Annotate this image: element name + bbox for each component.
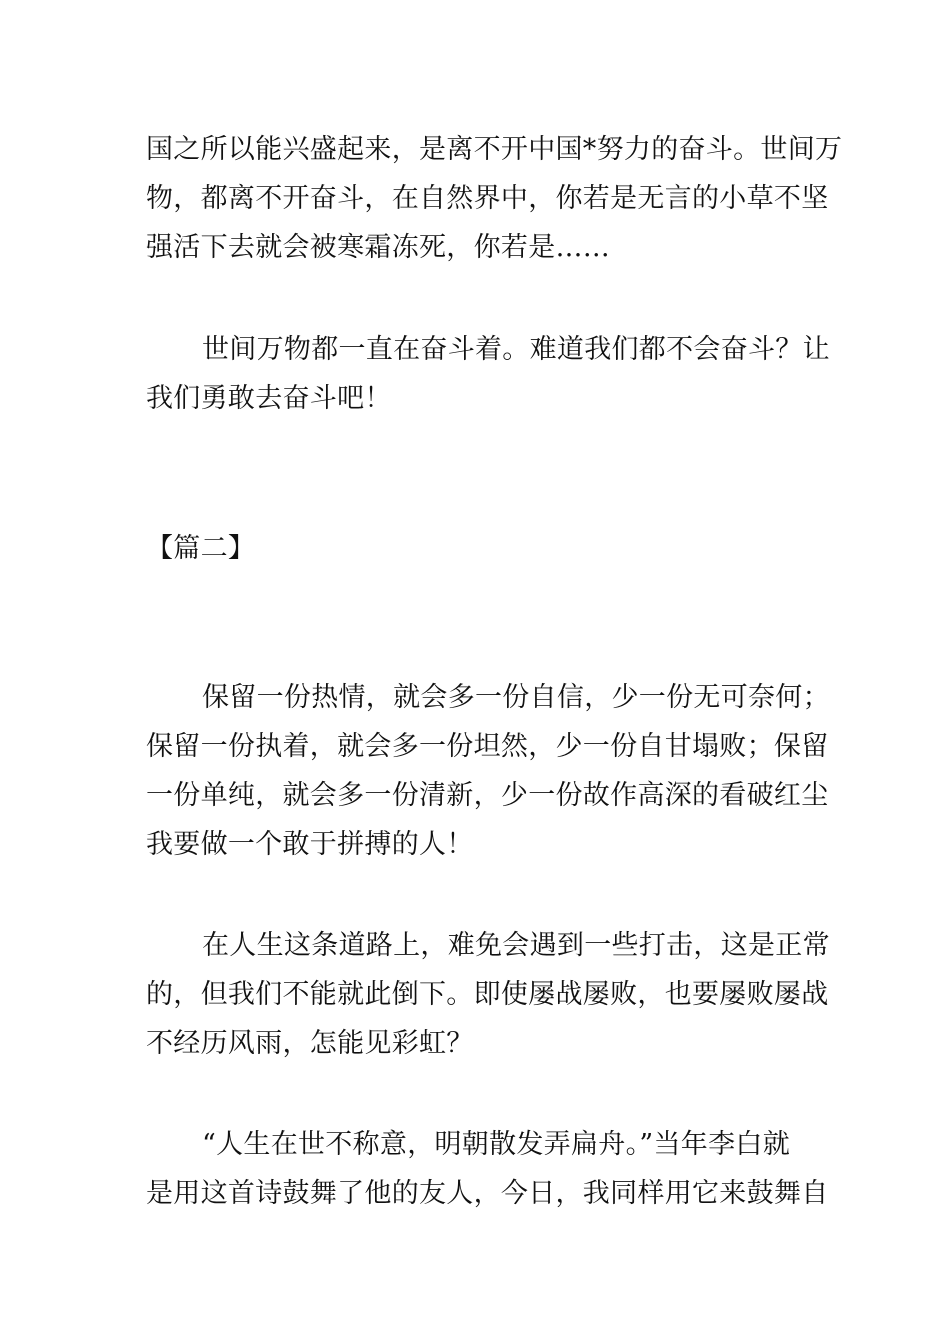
text-line: 在人生这条道路上，难免会遇到一些打击，这是正常 xyxy=(202,930,830,961)
text-line: 是用这首诗鼓舞了他的友人，今日，我同样用它来鼓舞自 xyxy=(146,1178,829,1209)
text-line: 世间万物都一直在奋斗着。难道我们都不会奋斗？让 xyxy=(202,334,830,365)
text-line: “人生在世不称意，明朝散发弄扁舟。”当年李白就 xyxy=(202,1129,791,1160)
text-line: 我要做一个敢于拼搏的人！ xyxy=(146,829,474,860)
text-line: 一份单纯，就会多一份清新，少一份故作高深的看破红尘 xyxy=(146,780,829,811)
text-line: 强活下去就会被寒霜冻死，你若是…… xyxy=(146,232,611,263)
section-heading: 【篇二】 xyxy=(146,533,256,564)
text-line: 我们勇敢去奋斗吧！ xyxy=(146,383,392,414)
text-line: 国之所以能兴盛起来，是离不开中国*努力的奋斗。世间万 xyxy=(146,134,843,165)
text-line: 物，都离不开奋斗，在自然界中，你若是无言的小草不坚 xyxy=(146,183,829,214)
text-line: 保留一份执着，就会多一份坦然，少一份自甘塌败；保留 xyxy=(146,731,829,762)
text-line: 的，但我们不能就此倒下。即使屡战屡败，也要屡败屡战 xyxy=(146,979,829,1010)
text-line: 保留一份热情，就会多一份自信，少一份无可奈何； xyxy=(202,682,830,713)
text-line: 不经历风雨，怎能见彩虹？ xyxy=(146,1028,474,1059)
